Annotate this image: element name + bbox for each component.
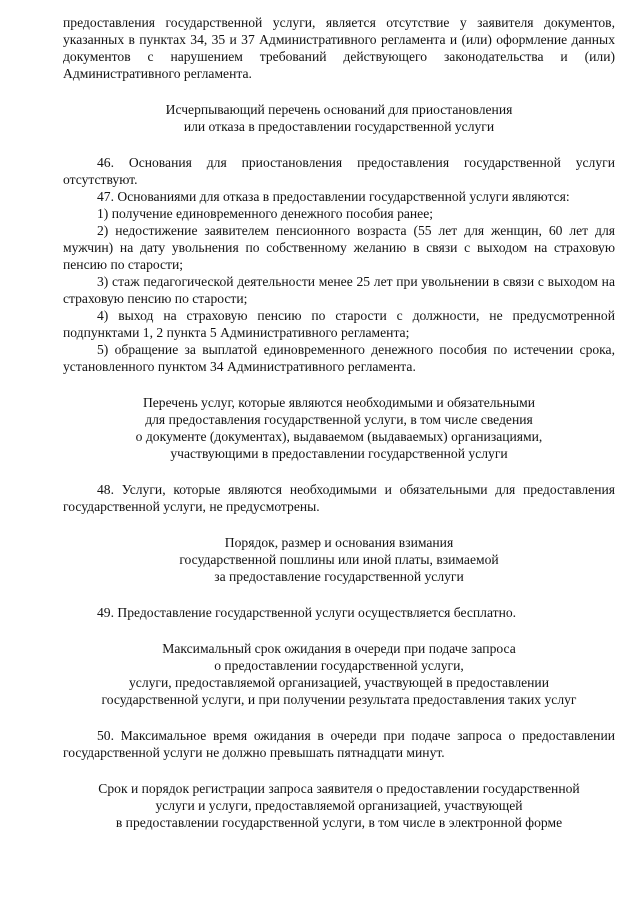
heading-line: о предоставлении государственной услуги,	[214, 658, 464, 673]
list-item: 3) стаж педагогической деятельности менее 25 лет при увольнении в связи с выходом на страховую пенсию по старости;	[63, 274, 615, 306]
heading-line: государственной пошлины или иной платы, взимаемой	[179, 552, 499, 567]
heading-queue-time	[63, 640, 615, 708]
heading-line: Срок и порядок регистрации запроса заявителя о предоставлении государственной	[98, 781, 580, 796]
heading-line: за предоставление государственной услуги	[214, 569, 464, 584]
heading-line: участвующими в предоставлении государственной услуги	[170, 446, 508, 461]
paragraph-49: 49. Предоставление государственной услуги осуществляется бесплатно.	[97, 605, 517, 620]
list-item: 1) получение единовременного денежного пособия ранее;	[97, 206, 434, 221]
heading-grounds-suspension	[63, 101, 615, 135]
document-page	[63, 14, 615, 831]
heading-line: или отказа в предоставлении государственной услуги	[183, 119, 495, 134]
list-item: 4) выход на страховую пенсию по старости с должности, не предусмотренной подпунктами 1, 2 пункта 5 Административного регламента;	[63, 308, 615, 340]
heading-line: государственной услуги, и при получении результата предоставления таких услуг	[101, 692, 577, 707]
heading-fee	[63, 534, 615, 585]
heading-registration	[63, 780, 615, 831]
list-item: 5) обращение за выплатой единовременного денежного пособия по истечении срока, установленного пунктом 34 Административного регламента.	[63, 342, 615, 374]
heading-line: услуги, предоставляемой организацией, участвующей в предоставлении	[129, 675, 549, 690]
paragraph-46: 46. Основания для приостановления предоставления государственной услуги отсутствуют.	[63, 155, 615, 187]
heading-line: для предоставления государственной услуги, в том числе сведения	[145, 412, 533, 427]
paragraph-50: 50. Максимальное время ожидания в очереди при подаче запроса о предоставлении государственной услуги не должно превышать пятнадцати минут.	[63, 728, 615, 760]
heading-line: в предоставлении государственной услуги, в том числе в электронной форме	[115, 815, 563, 830]
list-item: 2) недостижение заявителем пенсионного возраста (55 лет для женщин, 60 лет для мужчин) на дату увольнения по собственному желанию в связи с выходом на страховую пенсию по старости;	[63, 223, 615, 272]
heading-line: Максимальный срок ожидания в очереди при подаче запроса	[162, 641, 516, 656]
heading-line: о документе (документах), выдаваемом (выдаваемых) организациями,	[135, 429, 543, 444]
heading-line: услуги и услуги, предоставляемой организацией, участвующей	[155, 798, 523, 813]
heading-line: Перечень услуг, которые являются необходимыми и обязательными	[142, 395, 536, 410]
paragraph-48: 48. Услуги, которые являются необходимыми и обязательными для предоставления государственной услуги, не предусмотрены.	[63, 482, 615, 514]
heading-line: Исчерпывающий перечень оснований для приостановления	[165, 102, 513, 117]
intro-paragraph: предоставления государственной услуги, является отсутствие у заявителя документов, указанных в пунктах 34, 35 и 37 Административного регламента и (или) оформление данных документов с нарушением требований действующего законодательства и (или) Административного регламента.	[63, 15, 615, 81]
paragraph-47: 47. Основаниями для отказа в предоставлении государственной услуги являются:	[97, 189, 570, 204]
heading-line: Порядок, размер и основания взимания	[224, 535, 454, 550]
heading-required-services	[63, 394, 615, 462]
